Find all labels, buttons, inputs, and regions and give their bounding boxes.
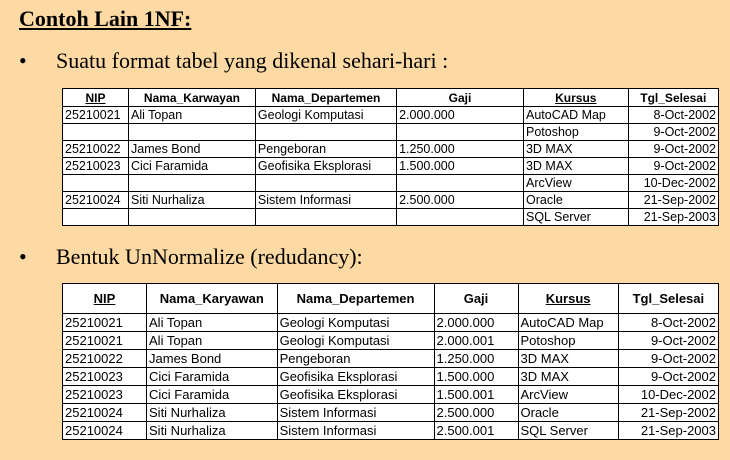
header-gaji: Gaji [397, 89, 524, 107]
bullet-item-1 [19, 48, 448, 74]
cell-nama [129, 175, 256, 192]
cell-nama: James Bond [129, 141, 256, 158]
table-row [63, 141, 719, 158]
cell-nama: Cici Faramida [147, 386, 278, 404]
cell-departemen: Geofisika Eksplorasi [255, 158, 396, 175]
header-nama: Nama_Karyawan [147, 284, 278, 314]
header-nip: NIP [63, 284, 147, 314]
cell-tgl: 21-Sep-2003 [618, 422, 718, 440]
cell-departemen: Geologi Komputasi [277, 314, 434, 332]
header-gaji: Gaji [434, 284, 518, 314]
cell-gaji: 1.500.001 [434, 386, 518, 404]
bullet-text-1: Suatu format tabel yang dikenal sehari-hari : [56, 48, 449, 73]
header-tgl: Tgl_Selesai [628, 89, 718, 107]
cell-gaji: 1.250.000 [397, 141, 524, 158]
cell-tgl: 9-Oct-2002 [618, 332, 718, 350]
table-row [63, 368, 719, 386]
cell-kursus: ArcView [523, 175, 628, 192]
cell-tgl: 9-Oct-2002 [618, 350, 718, 368]
cell-tgl: 10-Dec-2002 [628, 175, 718, 192]
cell-tgl: 9-Oct-2002 [618, 368, 718, 386]
table-row [63, 350, 719, 368]
table-row [63, 158, 719, 175]
cell-nama: Siti Nurhaliza [147, 404, 278, 422]
cell-kursus: Potoshop [523, 124, 628, 141]
bullet-dot: • [19, 48, 27, 73]
table-row [63, 314, 719, 332]
cell-nip: 25210024 [63, 404, 147, 422]
table-row [63, 175, 719, 192]
table-row [63, 124, 719, 141]
cell-kursus: SQL Server [523, 209, 628, 226]
bullet-item-2 [19, 244, 363, 270]
cell-tgl: 21-Sep-2002 [628, 192, 718, 209]
cell-kursus: 3D MAX [523, 141, 628, 158]
header-tgl: Tgl_Selesai [618, 284, 718, 314]
cell-departemen: Pengeboran [255, 141, 396, 158]
cell-kursus: SQL Server [518, 422, 618, 440]
header-departemen: Nama_Departemen [277, 284, 434, 314]
cell-tgl: 21-Sep-2002 [618, 404, 718, 422]
cell-gaji: 1.250.000 [434, 350, 518, 368]
cell-kursus: Oracle [523, 192, 628, 209]
table-row [63, 192, 719, 209]
cell-nama [129, 124, 256, 141]
cell-nip: 25210022 [63, 350, 147, 368]
cell-gaji [397, 209, 524, 226]
cell-gaji: 1.500.000 [397, 158, 524, 175]
cell-nama: Ali Topan [147, 332, 278, 350]
cell-nip: 25210021 [63, 107, 129, 124]
header-nama: Nama_Karwayan [129, 89, 256, 107]
cell-nama: Cici Faramida [147, 368, 278, 386]
cell-nip: 25210021 [63, 332, 147, 350]
cell-nama: Ali Topan [147, 314, 278, 332]
cell-kursus: Potoshop [518, 332, 618, 350]
cell-gaji: 1.500.000 [434, 368, 518, 386]
page-heading: Contoh Lain 1NF: [19, 6, 192, 31]
cell-nip [63, 175, 129, 192]
cell-kursus: 3D MAX [518, 368, 618, 386]
cell-departemen [255, 175, 396, 192]
unnormalized-table [62, 283, 719, 440]
cell-departemen: Pengeboran [277, 350, 434, 368]
cell-nip: 25210023 [63, 386, 147, 404]
cell-tgl: 9-Oct-2002 [628, 141, 718, 158]
cell-nip [63, 209, 129, 226]
cell-nama: Ali Topan [129, 107, 256, 124]
cell-nama: Siti Nurhaliza [129, 192, 256, 209]
header-kursus: Kursus [518, 284, 618, 314]
cell-departemen [255, 209, 396, 226]
cell-gaji [397, 124, 524, 141]
cell-tgl: 9-Oct-2002 [628, 158, 718, 175]
normalized-table [62, 88, 719, 226]
cell-kursus: 3D MAX [523, 158, 628, 175]
table-row [63, 332, 719, 350]
table-row [63, 404, 719, 422]
cell-kursus: 3D MAX [518, 350, 618, 368]
cell-departemen: Geologi Komputasi [255, 107, 396, 124]
cell-nip [63, 124, 129, 141]
table-row [63, 107, 719, 124]
cell-kursus: Oracle [518, 404, 618, 422]
cell-nip: 25210023 [63, 158, 129, 175]
cell-tgl: 8-Oct-2002 [628, 107, 718, 124]
header-departemen: Nama_Departemen [255, 89, 396, 107]
header-kursus: Kursus [523, 89, 628, 107]
cell-gaji: 2.500.000 [434, 404, 518, 422]
cell-nama: Cici Faramida [129, 158, 256, 175]
bullet-text-2: Bentuk UnNormalize (redudancy): [56, 244, 363, 269]
cell-gaji: 2.000.000 [434, 314, 518, 332]
cell-departemen: Geofisika Eksplorasi [277, 368, 434, 386]
bullet-dot: • [19, 244, 27, 269]
table-row [63, 386, 719, 404]
cell-tgl: 8-Oct-2002 [618, 314, 718, 332]
table-row [63, 209, 719, 226]
cell-tgl: 10-Dec-2002 [618, 386, 718, 404]
cell-gaji: 2.500.001 [434, 422, 518, 440]
cell-departemen: Sistem Informasi [277, 404, 434, 422]
cell-departemen [255, 124, 396, 141]
cell-departemen: Sistem Informasi [255, 192, 396, 209]
cell-gaji: 2.000.001 [434, 332, 518, 350]
cell-departemen: Geofisika Eksplorasi [277, 386, 434, 404]
cell-nama [129, 209, 256, 226]
cell-tgl: 21-Sep-2003 [628, 209, 718, 226]
table-row [63, 422, 719, 440]
cell-nip: 25210024 [63, 192, 129, 209]
cell-kursus: AutoCAD Map [523, 107, 628, 124]
cell-kursus: AutoCAD Map [518, 314, 618, 332]
table-header-row [63, 284, 719, 314]
header-nip: NIP [63, 89, 129, 107]
cell-nip: 25210024 [63, 422, 147, 440]
cell-departemen: Geologi Komputasi [277, 332, 434, 350]
cell-nama: Siti Nurhaliza [147, 422, 278, 440]
cell-gaji: 2.500.000 [397, 192, 524, 209]
table-header-row [63, 89, 719, 107]
cell-departemen: Sistem Informasi [277, 422, 434, 440]
cell-nip: 25210022 [63, 141, 129, 158]
cell-nip: 25210023 [63, 368, 147, 386]
cell-kursus: ArcView [518, 386, 618, 404]
cell-gaji [397, 175, 524, 192]
cell-nip: 25210021 [63, 314, 147, 332]
cell-gaji: 2.000.000 [397, 107, 524, 124]
cell-tgl: 9-Oct-2002 [628, 124, 718, 141]
cell-nama: James Bond [147, 350, 278, 368]
